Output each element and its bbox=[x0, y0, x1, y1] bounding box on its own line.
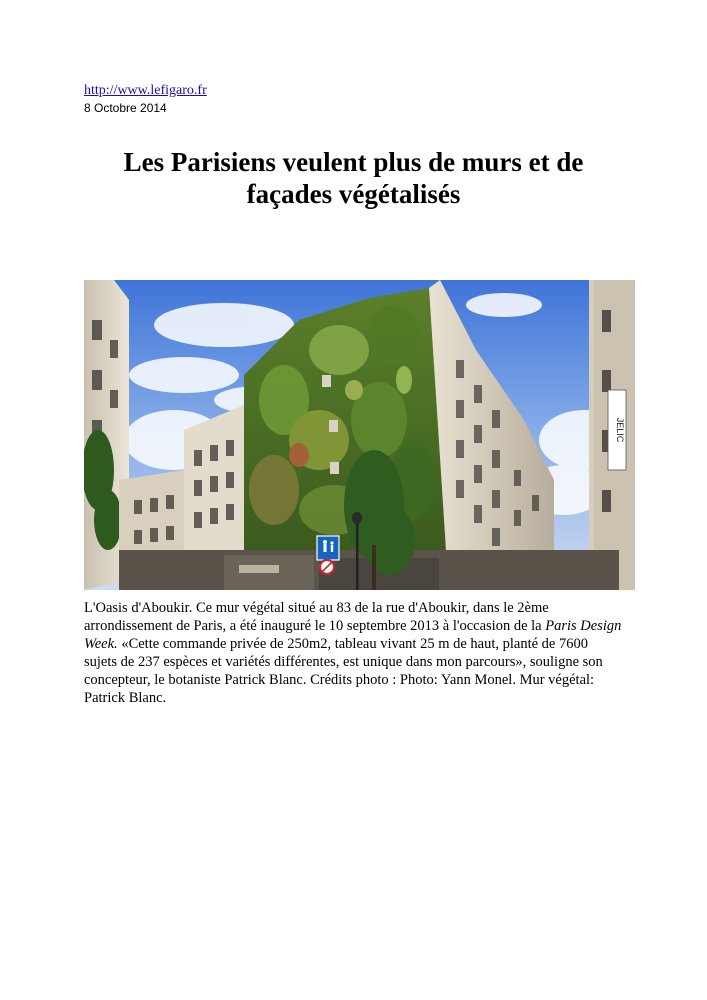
caption-text-part-1: L'Oasis d'Aboukir. Ce mur végétal situé au 83 de la rue d'Aboukir, dans le 2ème arrondissement de Paris, a été inauguré le 10 septembre 2013 à l'occasion de la bbox=[84, 600, 549, 634]
headline-line-1: Les Parisiens veulent plus de murs et de bbox=[123, 147, 584, 177]
article-headline bbox=[60, 146, 647, 210]
green-wall-photo bbox=[84, 280, 635, 590]
headline-line-2: façades végétalisés bbox=[246, 179, 461, 209]
caption-text-part-2: «Cette commande privée de 250m2, tableau vivant 25 m de haut, planté de 7600 sujets de 237 espèces et variétés différentes, est unique dans mon parcours», souligne son concepteur, le botaniste Patrick Blanc. Crédits photo : Photo: Yann Monel. Mur végétal: Patrick Blanc. bbox=[84, 636, 603, 706]
source-link[interactable]: http://www.lefigaro.fr bbox=[84, 83, 207, 98]
photo-caption bbox=[84, 599, 624, 707]
caption-event-name: Paris Design Week. bbox=[84, 618, 622, 652]
shop-sign-text: JELIC bbox=[615, 417, 625, 443]
publication-date: 8 Octobre 2014 bbox=[84, 101, 167, 115]
